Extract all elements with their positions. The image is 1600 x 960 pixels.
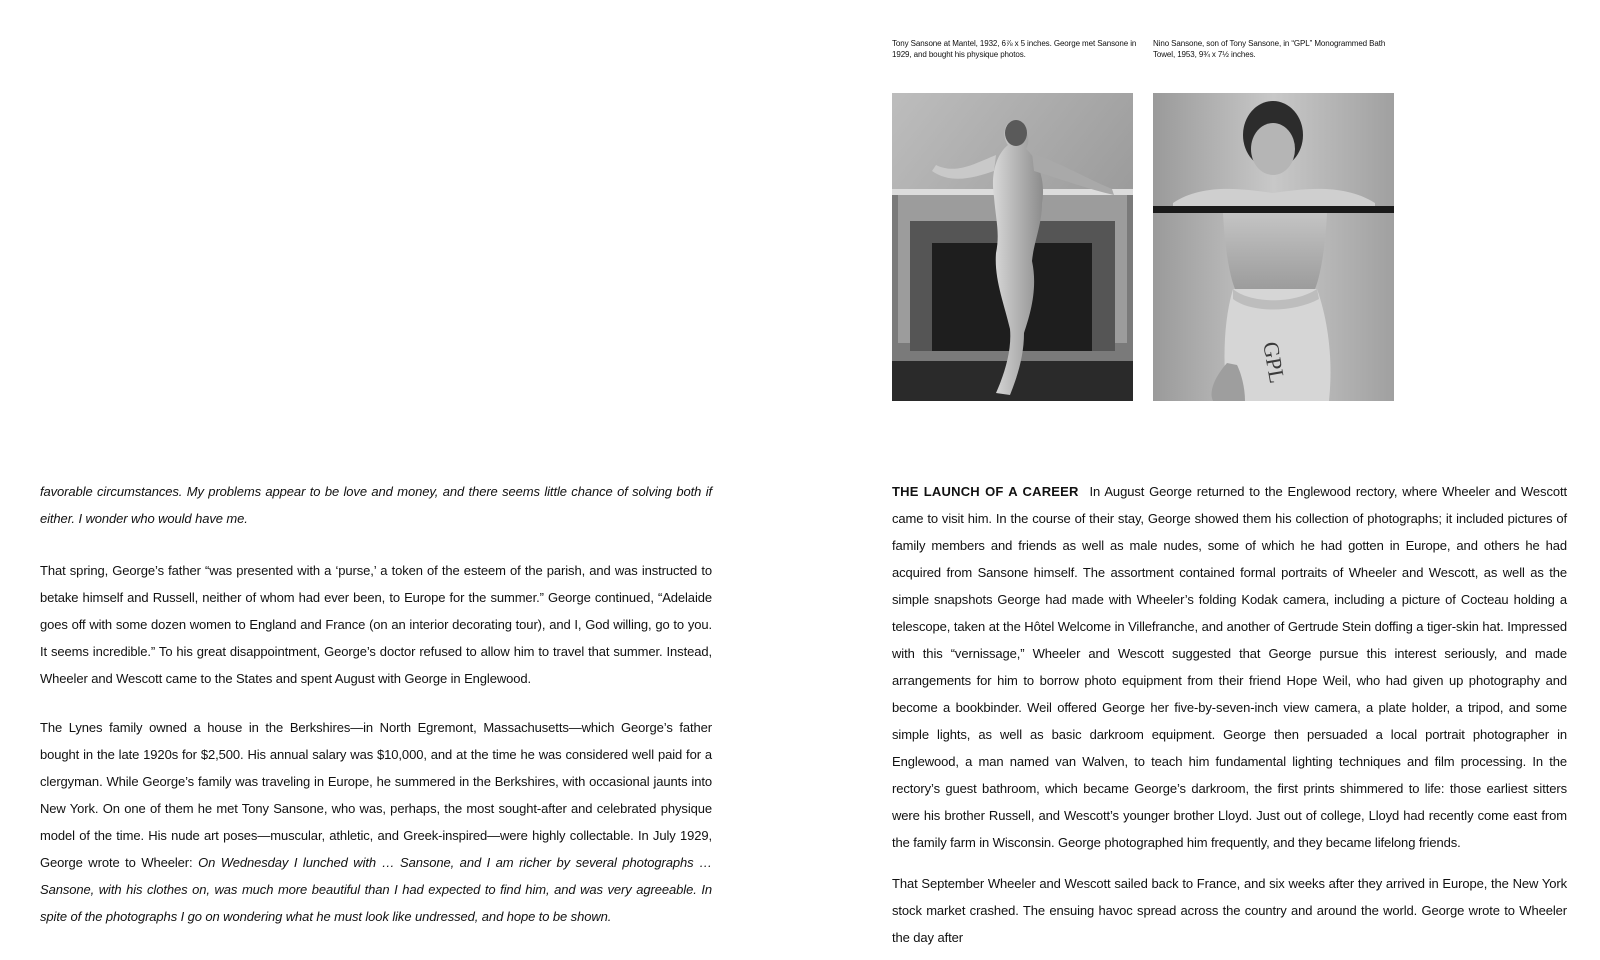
section-heading: THE LAUNCH OF A CAREER	[892, 484, 1079, 499]
right-page	[800, 0, 1600, 960]
photo-tony-sansone-at-mantel	[892, 93, 1133, 401]
left-paragraph-3-quote: On Wednesday I lunched with … Sansone, and I am richer by several photographs … Sansone, with his clothes on, was much more beautiful than I had expected to find him, and was very agreeable. In spite of the photographs I go on wondering what he must look like undressed, and hope to be shown.	[40, 855, 712, 924]
right-paragraph-2: That September Wheeler and Wescott sailed back to France, and six weeks after they arrived in Europe, the New York stock market crashed. The ensuing havoc spread across the country and around the world. George wrote to Wheeler the day after	[892, 876, 1567, 945]
photo-caption-2: Nino Sansone, son of Tony Sansone, in “GPL” Monogrammed Bath Towel, 1953, 9¾ x 7½ inches.	[1153, 39, 1386, 59]
photo-nino-sansone-image	[1153, 93, 1394, 401]
left-paragraph-1	[40, 478, 712, 532]
photo-tony-sansone-image	[892, 93, 1133, 401]
right-paragraph-1	[892, 478, 1567, 856]
photo-caption-1: Tony Sansone at Mantel, 1932, 6⅞ x 5 inches. George met Sansone in 1929, and bought his physique photos.	[892, 39, 1137, 59]
left-paragraph-3	[40, 714, 712, 930]
right-paragraph-1-text: In August George returned to the Englewood rectory, where Wheeler and Wescott came to visit him. In the course of their stay, George showed them his collection of photographs; it included pictures of family members and friends as well as male nudes, some of which he had gotten in Europe, and others he had acquired from Sansone himself. The assortment contained formal portraits of Wheeler and Wescott, as well as the simple snapshots George had made with Wheeler’s folding Kodak camera, including a picture of Cocteau holding a telescope, taken at the Hôtel Welcome in Villefranche, and another of Gertrude Stein doffing a tiger-skin hat. Impressed with this “vernissage,” Wheeler and Wescott suggested that George pursue this interest seriously, and made arrangements for him to borrow photo equipment from their friend Hope Weil, who had given up photography and become a bookbinder. Weil offered George her five-by-seven-inch view camera, a plate holder, a tripod, and some simple lights, as well as basic darkroom equipment. George then persuaded a local portrait photographer in Englewood, a man named van Walven, to teach him fundamental lighting techniques and film processing. In the rectory’s guest bathroom, which became George’s darkroom, the first prints shimmered to life: those earliest sitters were his brother Russell, and Wescott’s younger brother Lloyd. Just out of college, Lloyd had recently come east from the family farm in Wisconsin. George photographed him frequently, and they became lifelong friends.	[892, 484, 1568, 850]
left-paragraph-3-text: The Lynes family owned a house in the Berkshires—in North Egremont, Massachusetts—which George’s father bought in the late 1920s for $2,500. His annual salary was $10,000, and at the time he was considered well paid for a clergyman. While George’s family was traveling in Europe, he summered in the Berkshires, with occasional jaunts into New York. On one of them he met Tony Sansone, who was, perhaps, the most sought-after and celebrated physique model of the time. His nude art poses—muscular, athletic, and Greek-inspired—were highly collectable. In July 1929, George wrote to Wheeler:	[40, 720, 712, 870]
photo-nino-sansone-bath-towel	[1153, 93, 1394, 401]
letter-quote-italic: favorable circumstances. My problems appear to be love and money, and there seems little chance of solving both if either. I wonder who would have me.	[40, 484, 712, 526]
left-paragraph-2: That spring, George’s father “was presented with a ‘purse,’ a token of the esteem of the parish, and was instructed to betake himself and Russell, neither of whom had ever been, to Europe for the summer.” George continued, “Adelaide goes off with some dozen women to England and France (on an interior decorating tour), and I, God willing, go to you. It seems incredible.” To his great disappointment, George’s doctor refused to allow him to travel that summer. Instead, Wheeler and Wescott came to the States and spent August with George in Englewood.	[40, 563, 712, 686]
svg-text:GPL: GPL	[1258, 339, 1290, 386]
